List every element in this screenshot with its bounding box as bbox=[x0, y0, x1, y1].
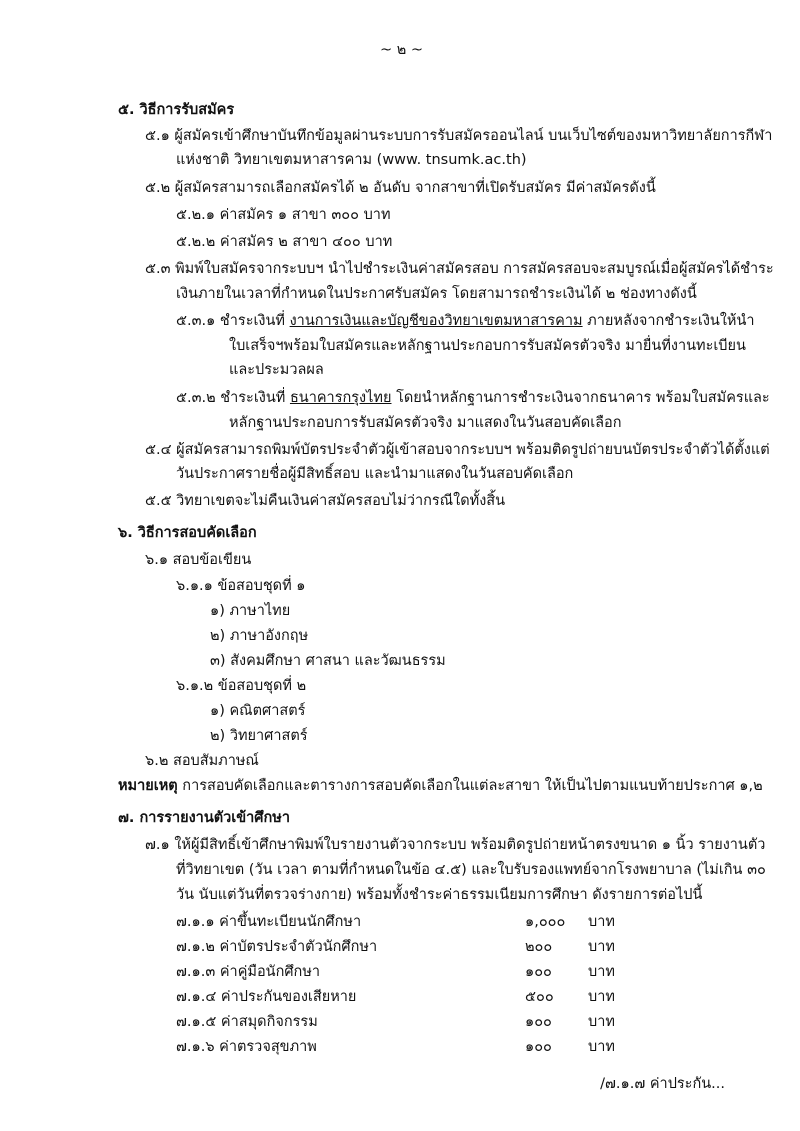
fee-label: ๗.๑.๑ ค่าขึ้นทะเบียนนักศึกษา bbox=[176, 914, 362, 930]
page-number: ~ ๒ ~ bbox=[380, 42, 424, 58]
item-5-3-2 bbox=[176, 388, 770, 408]
fee-label: ๗.๑.๔ ค่าประกันของเสียหาย bbox=[176, 989, 357, 1005]
item-6-1: ๖.๑ สอบข้อเขียน bbox=[145, 552, 252, 568]
item-5-2: ๕.๒ ผู้สมัครสามารถเลือกสมัครได้ ๒ อันดับ จากสาขาที่เปิดรับสมัคร มีค่าสมัครดังนี้ bbox=[145, 180, 656, 196]
item-6-1-1: ๖.๑.๑ ข้อสอบชุดที่ ๑ bbox=[176, 578, 306, 594]
section-5-heading: ๕. วิธีการรับสมัคร bbox=[118, 102, 235, 118]
fee-amount: ๑๐๐ bbox=[525, 1039, 552, 1055]
subject-math: ๑) คณิตศาสตร์ bbox=[210, 703, 306, 719]
section-7-heading: ๗. การรายงานตัวเข้าศึกษา bbox=[118, 810, 290, 826]
item-5-3-cont: เงินภายในเวลาที่กำหนดในประกาศรับสมัคร โดยสามารถชำระเงินได้ ๒ ช่องทางดังนี้ bbox=[176, 286, 697, 302]
fee-label: ๗.๑.๓ ค่าคู่มือนักศึกษา bbox=[176, 964, 321, 980]
subject-social: ๓) สังคมศึกษา ศาสนา และวัฒนธรรม bbox=[210, 653, 446, 669]
item-7-1-cont2: วัน นับแต่วันที่ตรวจร่างกาย) พร้อมทั้งชำระค่าธรรมเนียมการศึกษา ดังรายการต่อไปนี้ bbox=[176, 887, 703, 903]
item-5-3-1-cont2: และประมวลผล bbox=[229, 362, 324, 378]
item-5-4: ๕.๔ ผู้สมัครสามารถพิมพ์บัตรประจำตัวผู้เข้าสอบจากระบบฯ พร้อมติดรูปถ่ายบนบัตรประจำตัวได้ตั้งแต่ bbox=[145, 442, 770, 458]
section-6-heading: ๖. วิธีการสอบคัดเลือก bbox=[118, 525, 257, 541]
finance-office-name: งานการเงินและบัญชีของวิทยาเขตมหาสารคาม bbox=[289, 313, 583, 329]
fee-amount: ๑๐๐ bbox=[525, 964, 552, 980]
item-5-3-2-suffix: โดยนำหลักฐานการชำระเงินจากธนาคาร พร้อมใบสมัครและ bbox=[391, 390, 770, 406]
fee-unit: บาท bbox=[588, 964, 615, 980]
fee-unit: บาท bbox=[588, 914, 615, 930]
item-5-2-2: ๕.๒.๒ ค่าสมัคร ๒ สาขา ๔๐๐ บาท bbox=[176, 234, 393, 250]
item-5-3-2-prefix: ๕.๓.๒ ชำระเงินที่ bbox=[176, 390, 290, 406]
item-7-1: ๗.๑ ให้ผู้มีสิทธิ์เข้าศึกษาพิมพ์ใบรายงานตัวจากระบบ พร้อมติดรูปถ่ายหน้าตรงขนาด ๑ นิ้ว รายงานตัว bbox=[145, 837, 766, 853]
item-5-3-2-cont: หลักฐานประกอบการรับสมัครตัวจริง มาแสดงในวันสอบคัดเลือก bbox=[229, 415, 622, 431]
subject-science: ๒) วิทยาศาสตร์ bbox=[210, 728, 308, 744]
fee-amount: ๑๐๐ bbox=[525, 1014, 552, 1030]
item-6-2: ๖.๒ สอบสัมภาษณ์ bbox=[145, 753, 259, 769]
item-5-3-1-cont: ใบเสร็จฯพร้อมใบสมัครและหลักฐานประกอบการรับสมัครตัวจริง มายื่นที่งานทะเบียน bbox=[229, 338, 746, 354]
note bbox=[118, 776, 763, 796]
subject-english: ๒) ภาษาอังกฤษ bbox=[210, 628, 309, 644]
item-7-1-cont: ที่วิทยาเขต (วัน เวลา ตามที่กำหนดในข้อ ๔.๕) และใบรับรองแพทย์จากโรงพยาบาล (ไม่เกิน ๓๐ bbox=[176, 862, 766, 878]
item-5-4-cont: วันประกาศรายชื่อผู้มีสิทธิ์สอบ และนำมาแสดงในวันสอบคัดเลือก bbox=[176, 466, 574, 482]
item-5-3-1-prefix: ๕.๓.๑ ชำระเงินที่ bbox=[176, 313, 290, 329]
fee-label: ๗.๑.๒ ค่าบัตรประจำตัวนักศึกษา bbox=[176, 939, 378, 955]
item-5-5: ๕.๕ วิทยาเขตจะไม่คืนเงินค่าสมัครสอบไม่ว่ากรณีใดทั้งสิ้น bbox=[145, 493, 506, 509]
fee-label: ๗.๑.๖ ค่าตรวจสุขภาพ bbox=[176, 1039, 317, 1055]
fee-label: ๗.๑.๕ ค่าสมุดกิจกรรม bbox=[176, 1014, 318, 1030]
item-5-3-1 bbox=[176, 311, 755, 331]
note-label: หมายเหตุ bbox=[118, 778, 178, 794]
bank-name: ธนาคารกรุงไทย bbox=[289, 390, 392, 406]
item-5-2-1: ๕.๒.๑ ค่าสมัคร ๑ สาขา ๓๐๐ บาท bbox=[176, 207, 391, 223]
fee-amount: ๒๐๐ bbox=[525, 939, 553, 955]
item-5-3: ๕.๓ พิมพ์ใบสมัครจากระบบฯ นำไปชำระเงินค่าสมัครสอบ การสมัครสอบจะสมบูรณ์เมื่อผู้สมัครได้ชำระ bbox=[145, 261, 774, 277]
fee-unit: บาท bbox=[588, 1039, 615, 1055]
fee-unit: บาท bbox=[588, 989, 615, 1005]
subject-thai: ๑) ภาษาไทย bbox=[210, 603, 291, 619]
item-5-1-cont: แห่งชาติ วิทยาเขตมหาสารคาม (www. tnsumk.ac.th) bbox=[176, 152, 527, 168]
fee-unit: บาท bbox=[588, 939, 615, 955]
fee-amount: ๕๐๐ bbox=[525, 989, 554, 1005]
note-text: การสอบคัดเลือกและตารางการสอบคัดเลือกในแต่ละสาขา ให้เป็นไปตามแนบท้ายประกาศ ๑,๒ bbox=[177, 778, 763, 794]
continuation-note: /๗.๑.๗ ค่าประกัน... bbox=[600, 1076, 725, 1092]
item-5-3-1-suffix: ภายหลังจากชำระเงินให้นำ bbox=[582, 313, 755, 329]
fee-unit: บาท bbox=[588, 1014, 615, 1030]
fee-amount: ๑,๐๐๐ bbox=[525, 914, 566, 930]
item-5-1: ๕.๑ ผู้สมัครเข้าศึกษาบันทึกข้อมูลผ่านระบบการรับสมัครออนไลน์ บนเว็บไซต์ของมหาวิทยาลัยการกีฬา bbox=[145, 128, 773, 144]
item-6-1-2: ๖.๑.๒ ข้อสอบชุดที่ ๒ bbox=[176, 678, 307, 694]
